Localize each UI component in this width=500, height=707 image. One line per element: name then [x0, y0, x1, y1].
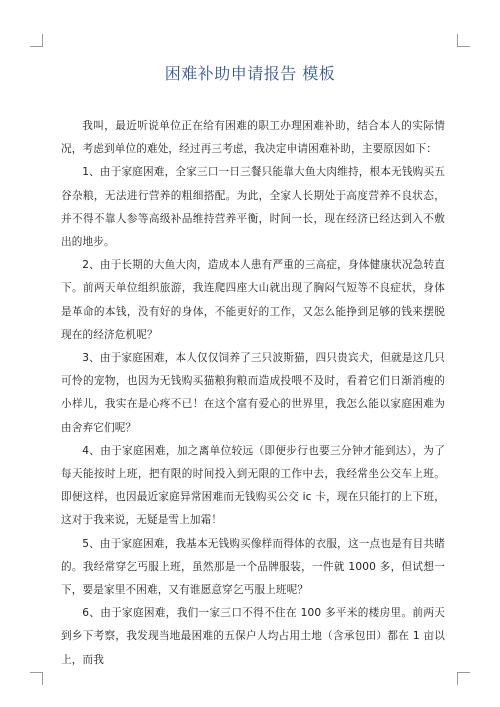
crop-mark-top-left	[30, 34, 43, 47]
reason-paragraph-3: 3、由于家庭困难，本人仅仅饲养了三只波斯猫，四只贵宾犬，但就是这几只可怜的宠物，也因为无钱购买猫粮狗粮而造成投喂不及时，看着它们日渐消瘦的小样儿，我实在是心疼不已！在这个富有爱心的世界里，我怎么能以家庭困难为由舍弃它们呢？	[61, 352, 445, 434]
crop-mark-bottom-left	[30, 672, 43, 685]
intro-paragraph: 我叫，最近听说单位正在给有困难的职工办理困难补助，结合本人的实际情况，考虑到单位的难处，经过再三考虑，我决定申请困难补助，主要原因如下：	[61, 120, 445, 156]
reason-paragraph-1: 1、由于家庭困难，全家三口一日三餐只能靠大鱼大肉维持，根本无钱购买五谷杂粮，无法进行营养的粗细搭配。为此，全家人长期处于高度营养不良状态，并不得不靠人参等高级补品维持营养平衡，时间一长，现在经济已经达到入不敷出的地步。	[61, 166, 445, 249]
reason-paragraph-6: 6、由于家庭困难，我们一家三口不得不住在 100 多平米的楼房里。前两天到乡下考察，我发现当地最困难的五保户人均占用土地（含承包田）都在 1 亩以上，而我	[61, 607, 445, 666]
crop-mark-bottom-right	[457, 672, 470, 685]
reason-paragraph-2: 2、由于长期的大鱼大肉，造成本人患有严重的三高症，身体健康状况急转直下。前两天单位组织旅游，我连爬四座大山就出现了胸闷气短等不良症状，身体是革命的本钱，没有好的身体，不能更好的工作，又怎么能挣到足够的钱来摆脱现在的经济危机呢？	[61, 259, 445, 341]
reason-paragraph-4: 4、由于家庭困难，加之离单位较远（即便步行也要三分钟才能到达），为了每天能按时上班，把有限的时间投入到无限的工作中去，我经常坐公交车上班。即便这样，也因最近家庭异常困难而无钱购买公交 ic 卡，现在只能打的上下班，这对于我来说，无疑是雪上加霜！	[61, 444, 445, 527]
crop-mark-top-right	[457, 34, 470, 47]
reason-paragraph-5: 5、由于家庭困难，我基本无钱购买像样而得体的衣服，这一点也是有目共睹的。我经常穿乞丐服上班，虽然那是一个品牌服装，一件就 1000 多，但试想一下，要是家里不困难，又有谁愿意穿乞丐服上班呢？	[61, 537, 445, 597]
page-title: 困难补助申请报告 模板	[164, 64, 336, 83]
document-body	[61, 115, 445, 672]
